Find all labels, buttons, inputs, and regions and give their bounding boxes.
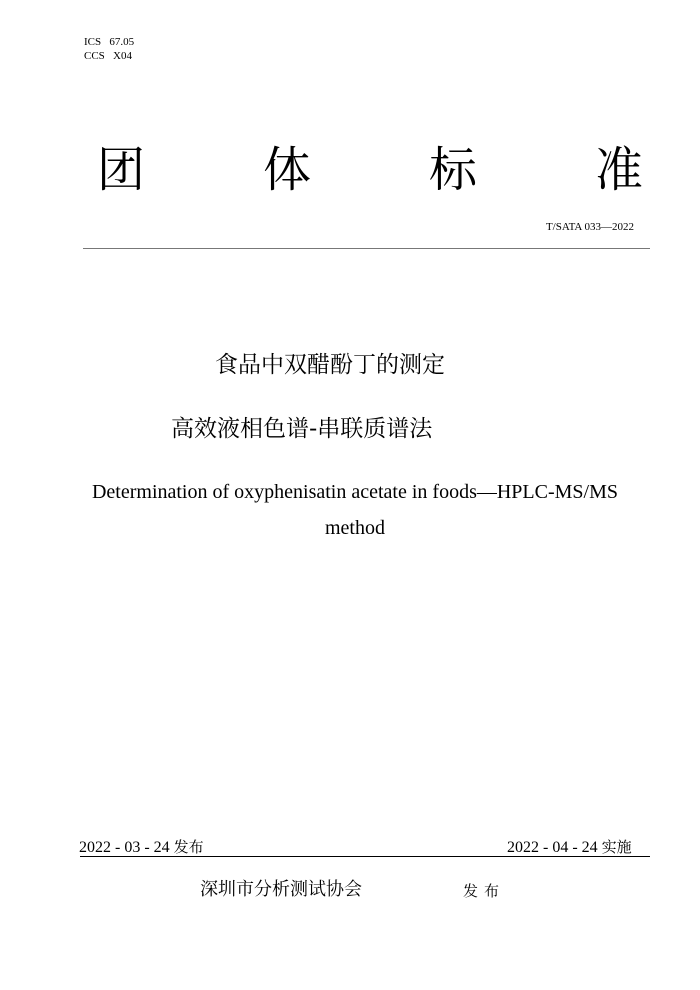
publish-date-label: 发布 — [173, 838, 204, 856]
issuer-label: 发布 — [463, 882, 506, 900]
ics-code: ICS 67.05 — [84, 36, 135, 48]
title-cn-line-1: 食品中双醋酚丁的测定 — [215, 352, 445, 378]
date-divider — [80, 856, 650, 857]
classification-codes — [84, 35, 134, 63]
implement-date-value: 2022 - 04 - 24 — [507, 839, 598, 856]
standard-type-char-2: 体 — [263, 142, 312, 198]
title-cn-line-2: 高效液相色谱-串联质谱法 — [171, 416, 433, 442]
title-en-line-1: Determination of oxyphenisatin acetate in foods—HPLC-MS/MS — [91, 481, 619, 503]
standard-type-char-3: 标 — [429, 142, 478, 198]
standard-type-char-4: 准 — [595, 142, 644, 198]
document-number: T/SATA 033—2022 — [545, 221, 634, 233]
title-en-line-2: method — [325, 517, 385, 539]
ccs-code: CCS X04 — [84, 50, 132, 62]
header-divider — [83, 248, 650, 249]
implement-date-label: 实施 — [601, 838, 632, 856]
standard-type-char-1: 团 — [97, 142, 146, 198]
publish-date-value: 2022 - 03 - 24 — [79, 839, 170, 856]
issuer-name: 深圳市分析测试协会 — [200, 879, 362, 900]
